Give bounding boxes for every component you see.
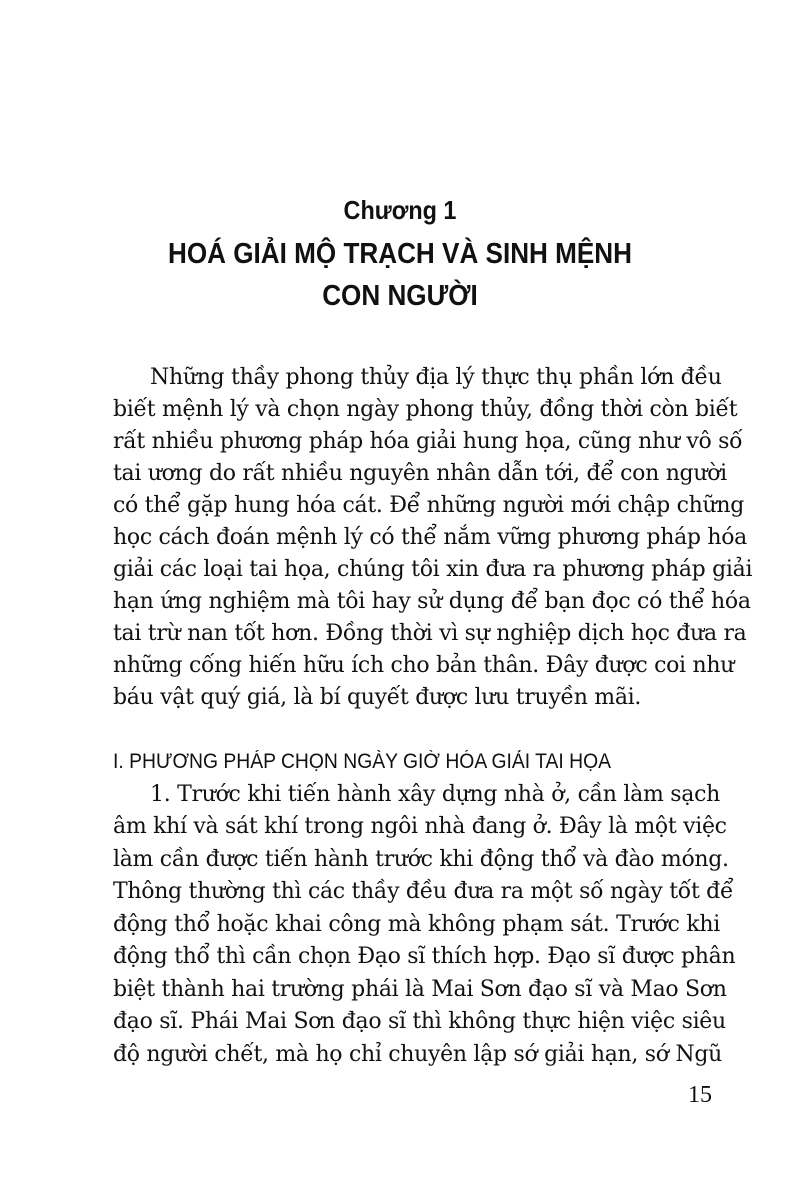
text-line: tai ương do rất nhiều nguyên nhân dẫn tới, để con người <box>113 461 727 486</box>
text-line: độ người chết, mà họ chỉ chuyên lập sớ giải hạn, sớ Ngũ <box>113 1042 723 1067</box>
text-line: có thể gặp hung hóa cát. Để những người mới chập chững <box>113 493 745 518</box>
text-line: học cách đoán mệnh lý có thể nắm vững phương pháp hóa <box>113 525 747 550</box>
text-line: động thổ hoặc khai công mà không phạm sát. Trước khi <box>113 912 720 937</box>
chapter-title-line1: HOÁ GIẢI MỘ TRẠCH VÀ SINH MỆNH <box>167 238 633 270</box>
text-line: tai trừ nan tốt hơn. Đồng thời vì sự nghiệp dịch học đưa ra <box>113 621 747 646</box>
text-line: Những thầy phong thủy địa lý thực thụ phần lớn đều <box>150 365 722 390</box>
text-line: làm cần được tiến hành trước khi động thổ và đào móng. <box>113 847 729 872</box>
text-line: biết mệnh lý và chọn ngày phong thủy, đồng thời còn biết <box>113 397 738 422</box>
text-line: Thông thường thì các thầy đều đưa ra một số ngày tốt để <box>113 879 734 904</box>
chapter-title-line2: CON NGƯỜI <box>322 280 478 312</box>
text-line: những cống hiến hữu ích cho bản thân. Đây được coi như <box>113 653 735 678</box>
text-line: 1. Trước khi tiến hành xây dựng nhà ở, cần làm sạch <box>150 782 720 807</box>
text-line: hạn ứng nghiệm mà tôi hay sử dụng để bạn đọc có thể hóa <box>113 589 751 614</box>
text-line: đạo sĩ. Phái Mai Sơn đạo sĩ thì không thực hiện việc siêu <box>113 1009 726 1034</box>
section-heading: I. PHƯƠNG PHÁP CHỌN NGÀY GIỜ HÓA GIẢI TAI HỌA <box>113 750 612 773</box>
text-line: động thổ thì cần chọn Đạo sĩ thích hợp. Đạo sĩ được phân <box>113 944 736 969</box>
text-line: âm khí và sát khí trong ngôi nhà đang ở. Đây là một việc <box>113 814 727 839</box>
text-line: báu vật quý giá, là bí quyết được lưu truyền mãi. <box>113 685 642 710</box>
page-number: 15 <box>688 1082 712 1108</box>
chapter-label: Chương 1 <box>343 195 457 225</box>
text-line: biệt thành hai trường phái là Mai Sơn đạo sĩ và Mao Sơn <box>113 977 727 1002</box>
text-line: giải các loại tai họa, chúng tôi xin đưa ra phương pháp giải <box>113 557 753 582</box>
text-line: rất nhiều phương pháp hóa giải hung họa, cũng như vô số <box>113 429 743 454</box>
